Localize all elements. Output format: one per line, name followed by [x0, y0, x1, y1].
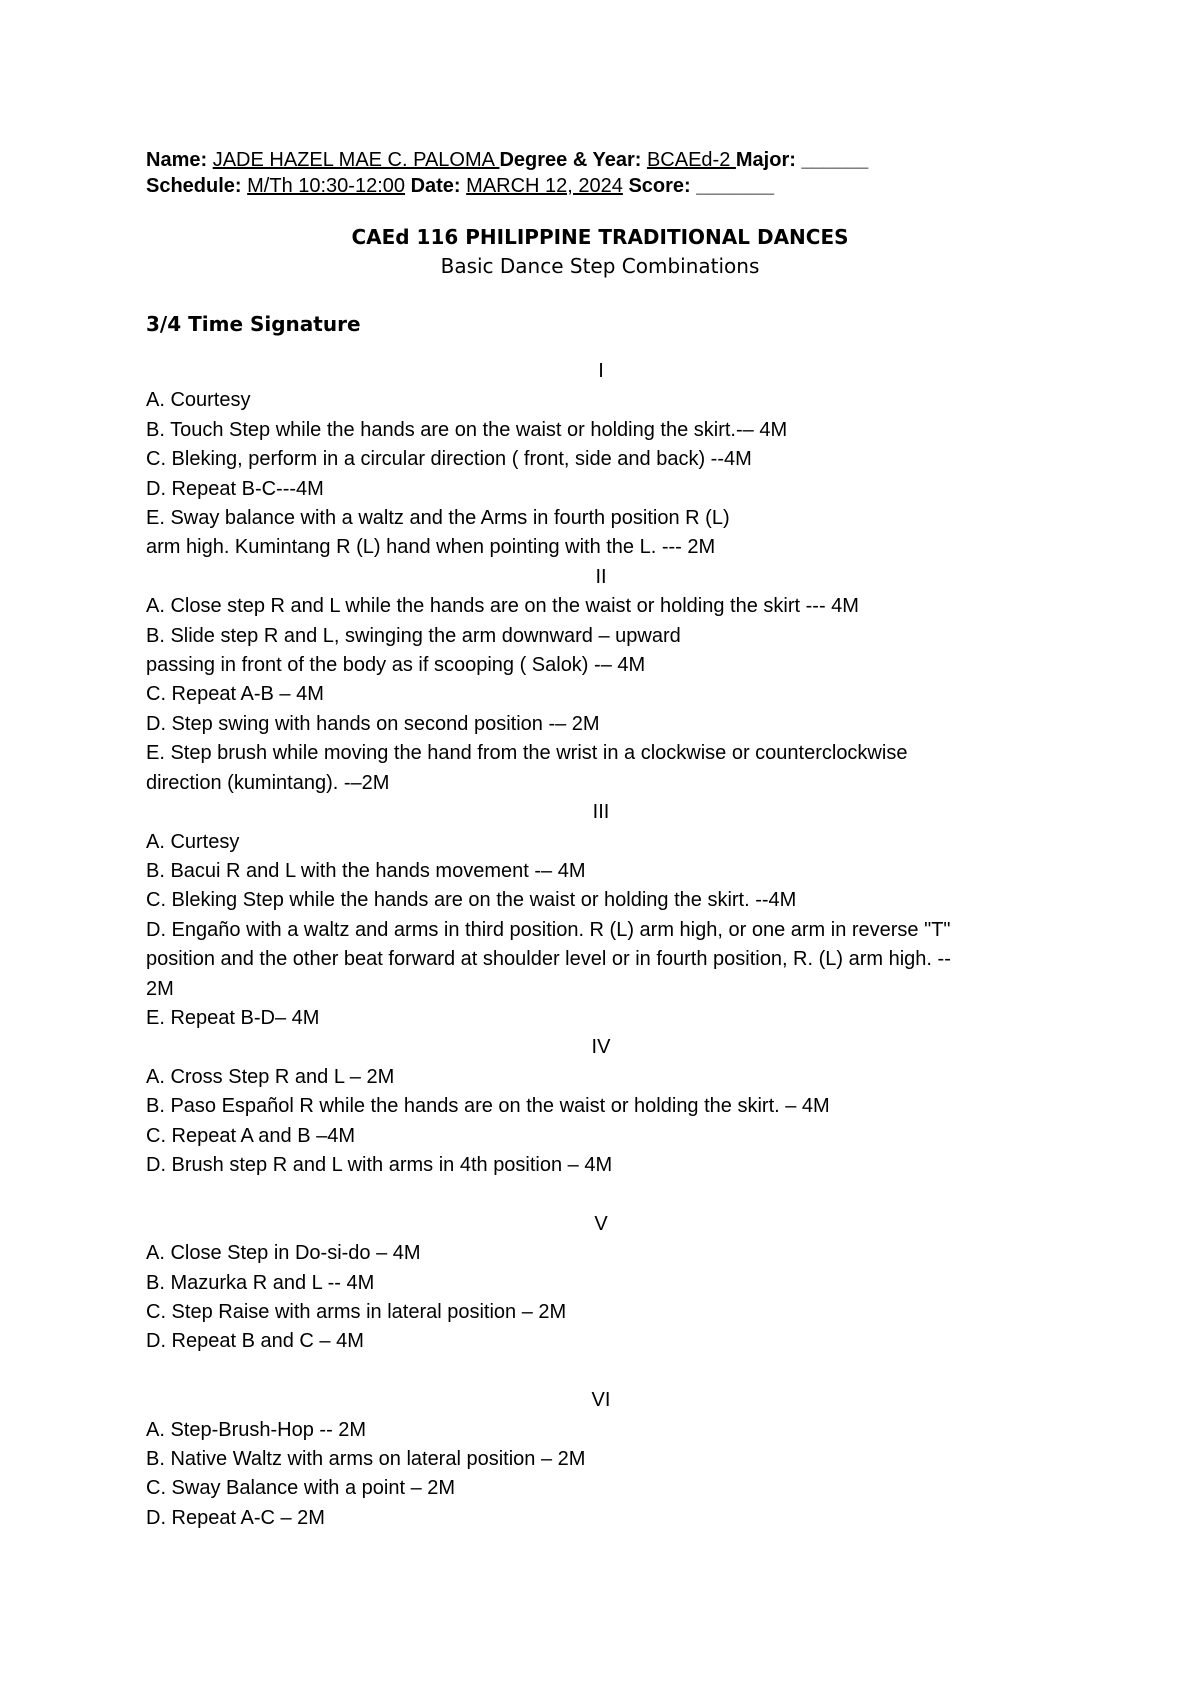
group-numeral: I [598, 360, 604, 382]
step-line: B. Slide step R and L, swinging the arm downward – upward [146, 624, 681, 647]
dance-step-list [146, 357, 1056, 1533]
step-line: A. Step-Brush-Hop -- 2M [146, 1418, 367, 1441]
step-line: position and the other beat forward at shoulder level or in fourth position, R. (L) arm high. -- [146, 948, 951, 971]
group-numeral: VI [591, 1389, 611, 1412]
student-info-header [146, 147, 868, 199]
course-title: CAEd 116 PHILIPPINE TRADITIONAL DANCES [351, 225, 849, 249]
score-blank: _______ [696, 175, 775, 197]
step-line: C. Repeat A and B –4M [146, 1124, 356, 1147]
step-line: A. Courtesy [146, 389, 251, 412]
header-line-2 [146, 173, 868, 199]
group-numeral: II [595, 565, 607, 588]
step-line: B. Touch Step while the hands are on the waist or holding the skirt.-– 4M [146, 418, 788, 441]
schedule-value: M/Th 10:30-12:00 [247, 175, 406, 197]
step-line: 2M [146, 977, 174, 1000]
step-line: arm high. Kumintang R (L) hand when pointing with the L. --- 2M [146, 536, 716, 559]
section-heading: 3/4 Time Signature [146, 312, 361, 336]
step-line: C. Sway Balance with a point – 2M [146, 1477, 456, 1500]
step-line: B. Native Waltz with arms on lateral position – 2M [146, 1448, 586, 1470]
header-line-1 [146, 147, 868, 173]
step-line: passing in front of the body as if scooping ( Salok) -– 4M [146, 654, 646, 677]
step-line: C. Bleking Step while the hands are on the waist or holding the skirt. --4M [146, 889, 797, 912]
step-line: A. Curtesy [146, 830, 240, 853]
name-value: JADE HAZEL MAE C. PALOMA [212, 149, 500, 171]
schedule-label: Schedule: [146, 175, 242, 197]
major-label: Major: [735, 149, 796, 171]
step-line: D. Step swing with hands on second position -– 2M [146, 712, 600, 735]
major-blank: ______ [801, 149, 869, 171]
step-line: E. Step brush while moving the hand from the wrist in a clockwise or counterclockwise [146, 742, 908, 765]
step-line: A. Close step R and L while the hands are on the waist or holding the skirt --- 4M [146, 595, 859, 618]
step-line: D. Engaño with a waltz and arms in third position. R (L) arm high, or one arm in reverse "T" [146, 918, 951, 941]
group-numeral: III [592, 801, 610, 824]
step-line: A. Cross Step R and L – 2M [146, 1065, 395, 1088]
step-line: E. Sway balance with a waltz and the Arms in fourth position R (L) [146, 507, 730, 530]
step-line: B. Bacui R and L with the hands movement -– 4M [146, 859, 586, 882]
step-line: direction (kumintang). -–2M [146, 771, 390, 794]
group-numeral: V [594, 1212, 608, 1235]
step-line: D. Repeat A-C – 2M [146, 1506, 325, 1529]
step-line: C. Repeat A-B – 4M [146, 683, 324, 706]
name-label: Name: [146, 149, 208, 171]
date-value: MARCH 12, 2024 [466, 175, 623, 197]
degree-value: BCAEd-2 [646, 149, 736, 171]
score-label: Score: [628, 175, 691, 197]
step-line: C. Step Raise with arms in lateral position – 2M [146, 1300, 567, 1323]
step-line: D. Repeat B and C – 4M [146, 1330, 364, 1353]
step-line: D. Brush step R and L with arms in 4th position – 4M [146, 1153, 613, 1176]
step-line: C. Bleking, perform in a circular direction ( front, side and back) --4M [146, 448, 752, 471]
degree-label: Degree & Year: [499, 149, 642, 171]
step-line: B. Mazurka R and L -- 4M [146, 1271, 375, 1294]
group-numeral: IV [591, 1036, 611, 1059]
step-line: A. Close Step in Do-si-do – 4M [146, 1242, 421, 1265]
group-spacer [146, 1180, 1056, 1209]
date-label: Date: [410, 175, 461, 197]
course-subtitle: Basic Dance Step Combinations [440, 254, 760, 278]
step-line: B. Paso Español R while the hands are on the waist or holding the skirt. – 4M [146, 1095, 830, 1118]
step-line: D. Repeat B-C---4M [146, 477, 324, 500]
group-spacer [146, 1357, 1056, 1386]
step-line: E. Repeat B-D– 4M [146, 1006, 320, 1029]
